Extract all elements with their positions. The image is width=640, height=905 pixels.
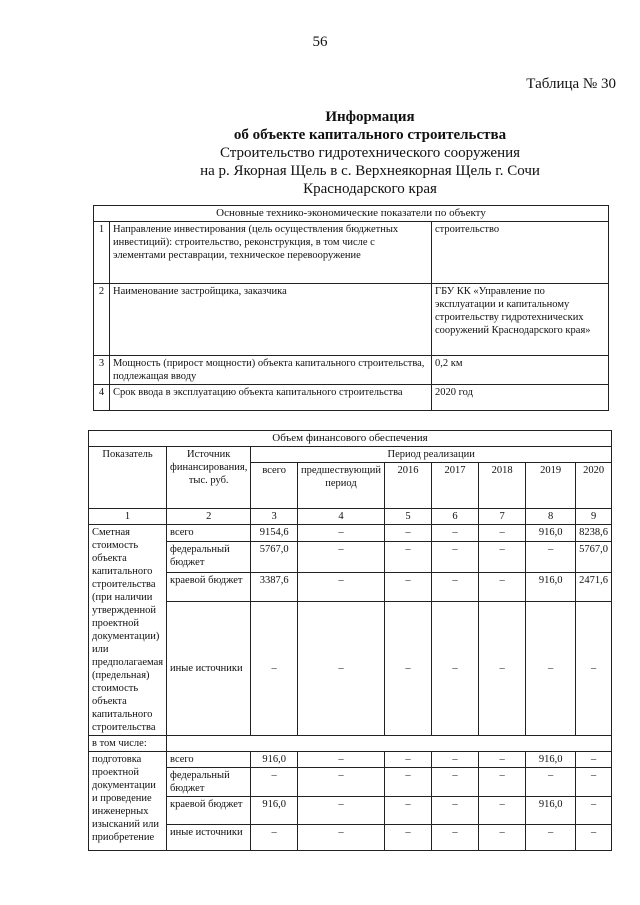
value-cell: – <box>479 768 526 797</box>
column-number: 7 <box>479 509 526 525</box>
value-cell: – <box>297 797 384 825</box>
title-line-2: об объекте капитального строительства <box>233 127 507 143</box>
value-cell: – <box>479 541 526 572</box>
value-cell: – <box>432 541 479 572</box>
column-number: 3 <box>251 509 298 525</box>
indicator-label: Наименование застройщика, заказчика <box>110 284 432 356</box>
title-line-4: на р. Якорная Щель в с. Верхнеякорная Щель г. Сочи <box>200 163 540 179</box>
value-cell: – <box>432 752 479 768</box>
group-label: подготовка проектной документации и проведение инженерных изысканий или приобретение <box>89 752 167 851</box>
value-cell: – <box>432 602 479 736</box>
page-number: 56 <box>312 34 328 50</box>
row-number: 3 <box>94 356 110 385</box>
value-cell: – <box>526 825 576 851</box>
source-cell: всего <box>167 525 251 542</box>
source-cell: краевой бюджет <box>167 797 251 825</box>
value-cell: – <box>297 525 384 542</box>
indicator-value: 0,2 км <box>432 356 609 385</box>
value-cell: – <box>251 825 298 851</box>
value-cell: – <box>432 525 479 542</box>
group-label: Сметная стоимость объекта капитального строительства (при наличии утвержденной проектной документации) или предполагаемая (предельная) стоимость объекта капитального строительства <box>89 525 167 736</box>
value-cell: – <box>297 752 384 768</box>
value-cell: 916,0 <box>526 525 576 542</box>
column-number: 5 <box>384 509 431 525</box>
indicators-header: Основные технико-экономические показатели по объекту <box>94 206 609 222</box>
row-number: 4 <box>94 385 110 411</box>
value-cell: – <box>479 752 526 768</box>
group2-rows <box>89 752 612 851</box>
value-cell: – <box>297 768 384 797</box>
value-cell: – <box>576 752 612 768</box>
column-number: 9 <box>576 509 612 525</box>
indicator-value: ГБУ КК «Управление по эксплуатации и капитальному строительству гидротехнических сооружений Краснодарского края» <box>432 284 609 356</box>
indicators-table <box>93 205 609 411</box>
year-header: 2017 <box>432 463 479 509</box>
value-cell: – <box>297 825 384 851</box>
including-label: в том числе: <box>89 736 167 752</box>
column-number: 8 <box>526 509 576 525</box>
column-number: 4 <box>297 509 384 525</box>
value-cell: – <box>297 602 384 736</box>
year-header: 2016 <box>384 463 431 509</box>
value-cell: – <box>384 768 431 797</box>
value-cell: 916,0 <box>526 572 576 602</box>
source-cell: всего <box>167 752 251 768</box>
source-cell: иные источники <box>167 602 251 736</box>
finance-row <box>89 752 612 768</box>
finance-row <box>89 602 612 736</box>
value-cell: – <box>479 602 526 736</box>
column-number: 6 <box>432 509 479 525</box>
indicator-label: Направление инвестирования (цель осуществления бюджетных инвестиций): строительство, реконструкция, в том числе с элементами реставрации, техническое перевооружение <box>110 222 432 284</box>
value-cell: 2471,6 <box>576 572 612 602</box>
col-total-header: всего <box>251 463 298 509</box>
value-cell: – <box>297 572 384 602</box>
finance-row <box>89 825 612 851</box>
value-cell: – <box>432 572 479 602</box>
value-cell: – <box>432 768 479 797</box>
value-cell: – <box>526 602 576 736</box>
value-cell: – <box>251 768 298 797</box>
finance-header: Объем финансового обеспечения <box>89 431 612 447</box>
value-cell: – <box>576 797 612 825</box>
including-spacer <box>167 736 612 752</box>
value-cell: – <box>432 825 479 851</box>
source-cell: иные источники <box>167 825 251 851</box>
col-indicator-header: Показатель <box>89 447 167 509</box>
value-cell: – <box>526 541 576 572</box>
year-header: 2020 <box>576 463 612 509</box>
value-cell: – <box>384 752 431 768</box>
finance-table <box>88 430 612 851</box>
value-cell: – <box>479 825 526 851</box>
value-cell: – <box>479 572 526 602</box>
value-cell: – <box>479 797 526 825</box>
row-number: 2 <box>94 284 110 356</box>
indicator-value: строительство <box>432 222 609 284</box>
value-cell: – <box>576 825 612 851</box>
value-cell: 916,0 <box>251 797 298 825</box>
column-number: 1 <box>89 509 167 525</box>
document-title <box>180 108 560 198</box>
group1-rows <box>89 525 612 736</box>
value-cell: – <box>251 602 298 736</box>
year-header: 2019 <box>526 463 576 509</box>
value-cell: – <box>384 797 431 825</box>
finance-row <box>89 572 612 602</box>
column-numbers-row <box>89 509 612 525</box>
value-cell: – <box>479 525 526 542</box>
source-cell: федеральный бюджет <box>167 768 251 797</box>
value-cell: 9154,6 <box>251 525 298 542</box>
value-cell: – <box>576 768 612 797</box>
column-number: 2 <box>167 509 251 525</box>
indicator-label: Мощность (прирост мощности) объекта капитального строительства, подлежащая вводу <box>110 356 432 385</box>
table-number: Таблица № 30 <box>526 76 616 92</box>
row-number: 1 <box>94 222 110 284</box>
finance-row <box>89 768 612 797</box>
finance-row <box>89 541 612 572</box>
period-header: Период реализации <box>251 447 612 463</box>
value-cell: 3387,6 <box>251 572 298 602</box>
value-cell: 5767,0 <box>251 541 298 572</box>
col-source-header: Источник финансирования, тыс. руб. <box>167 447 251 509</box>
year-header: 2018 <box>479 463 526 509</box>
value-cell: 916,0 <box>526 752 576 768</box>
value-cell: – <box>576 602 612 736</box>
title-line-3: Строительство гидротехнического сооружения <box>219 145 521 161</box>
value-cell: – <box>297 541 384 572</box>
value-cell: – <box>384 602 431 736</box>
value-cell: 8238,6 <box>576 525 612 542</box>
value-cell: – <box>432 797 479 825</box>
value-cell: 916,0 <box>251 752 298 768</box>
title-line-5: Краснодарского края <box>303 181 437 197</box>
value-cell: – <box>384 825 431 851</box>
value-cell: – <box>384 572 431 602</box>
finance-row <box>89 797 612 825</box>
value-cell: 916,0 <box>526 797 576 825</box>
value-cell: 5767,0 <box>576 541 612 572</box>
indicator-value: 2020 год <box>432 385 609 411</box>
source-cell: федеральный бюджет <box>167 541 251 572</box>
finance-row <box>89 525 612 542</box>
value-cell: – <box>384 525 431 542</box>
col-previous-header: предшествующий период <box>297 463 384 509</box>
value-cell: – <box>384 541 431 572</box>
title-line-1: Информация <box>325 109 415 125</box>
value-cell: – <box>526 768 576 797</box>
indicator-label: Срок ввода в эксплуатацию объекта капитального строительства <box>110 385 432 411</box>
source-cell: краевой бюджет <box>167 572 251 602</box>
